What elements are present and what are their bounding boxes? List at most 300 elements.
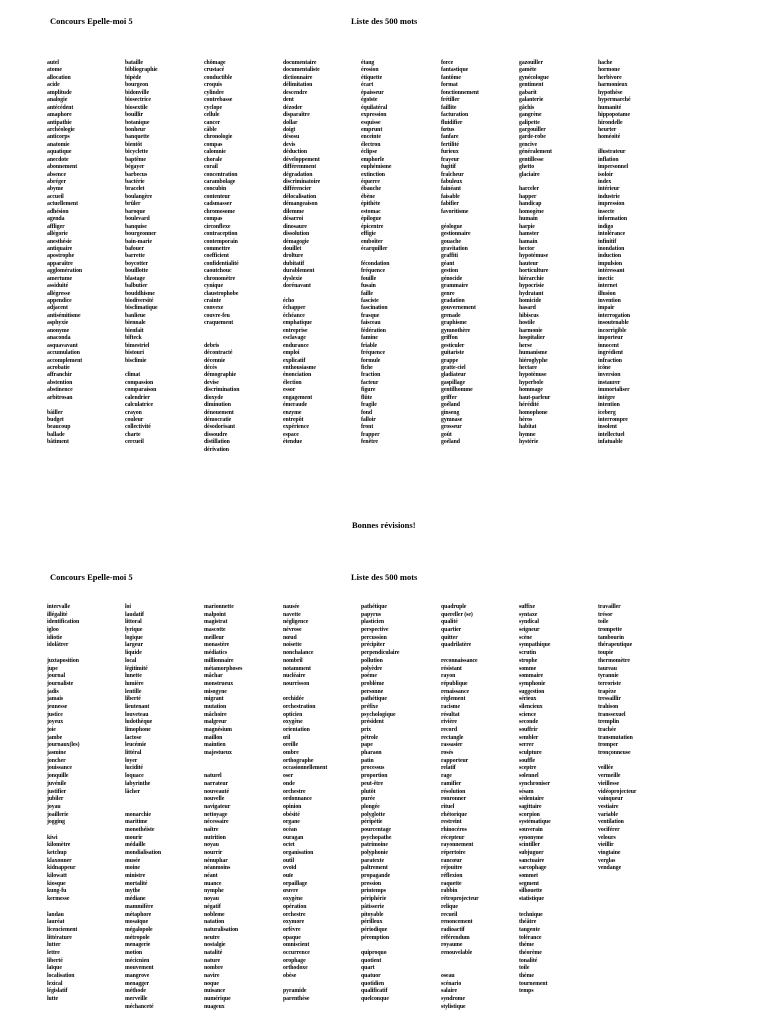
word-item: misogyne bbox=[204, 688, 227, 695]
word-item: liberté bbox=[125, 696, 141, 703]
word-item: désodorisant bbox=[204, 424, 235, 431]
word-item: thème bbox=[519, 942, 534, 949]
word-column bbox=[441, 604, 519, 1011]
word-item: biosectrice bbox=[125, 97, 151, 104]
word-item: géologue bbox=[441, 223, 463, 230]
word-item: noyau bbox=[204, 896, 219, 903]
word-item: boulangère bbox=[125, 193, 153, 200]
word-item: banquette bbox=[125, 134, 150, 141]
word-item: théorème bbox=[519, 949, 542, 956]
word-item: travailler bbox=[598, 604, 621, 610]
word-item: jamais bbox=[47, 696, 64, 703]
word-item: icône bbox=[598, 364, 611, 371]
word-item: hormone bbox=[598, 67, 620, 74]
word-item: référendum bbox=[441, 934, 470, 941]
word-item: pétrole bbox=[361, 734, 378, 741]
word-item: transsexuel bbox=[598, 711, 626, 718]
word-item: ventilation bbox=[598, 819, 624, 826]
word-item: moine bbox=[125, 865, 140, 872]
word-item: purée bbox=[361, 796, 375, 803]
word-item: inondation bbox=[598, 245, 625, 252]
word-item: budget bbox=[47, 417, 64, 423]
word-item: kilowatt bbox=[47, 873, 67, 880]
word-item: gentilhomme bbox=[441, 387, 473, 394]
word-item: biosextile bbox=[125, 104, 148, 111]
word-item: veillée bbox=[598, 765, 614, 772]
word-item: noque bbox=[204, 980, 219, 987]
word-item: mécicnien bbox=[125, 957, 150, 964]
word-item: lâcher bbox=[125, 788, 141, 795]
word-item: vociférer bbox=[598, 826, 620, 833]
word-item: fanfare bbox=[441, 134, 459, 141]
word-item: limophone bbox=[125, 727, 151, 733]
word-item: pitoyable bbox=[361, 911, 384, 918]
word-item: blastage bbox=[125, 275, 145, 282]
word-item: étendue bbox=[283, 439, 302, 446]
word-item: réjouitre bbox=[441, 865, 463, 872]
word-item: hypermarché bbox=[598, 97, 631, 104]
word-item: hache bbox=[598, 60, 613, 66]
word-item: cynique bbox=[204, 283, 223, 290]
word-item: trompette bbox=[598, 627, 622, 634]
word-item: fragile bbox=[361, 402, 377, 409]
word-item: gentiment bbox=[519, 82, 544, 89]
word-item: préfixe bbox=[361, 703, 379, 710]
word-item: liquide bbox=[125, 650, 142, 657]
word-column bbox=[125, 604, 203, 1011]
word-item: hauteur bbox=[519, 260, 539, 267]
word-item: marionnette bbox=[204, 604, 234, 610]
word-item: abréger bbox=[47, 179, 66, 185]
word-item: invention bbox=[598, 298, 621, 304]
word-item: thème bbox=[519, 973, 534, 979]
word-item: crayon bbox=[125, 409, 142, 416]
word-item: atome bbox=[47, 67, 62, 74]
word-item: famine bbox=[361, 335, 378, 342]
word-item: royaume bbox=[441, 942, 463, 949]
word-item: perpendiculaire bbox=[361, 650, 400, 657]
word-item: processus bbox=[361, 765, 385, 772]
word-item: nénuphar bbox=[204, 857, 228, 864]
word-item: tangente bbox=[519, 926, 540, 933]
word-item: anecdote bbox=[47, 156, 69, 163]
word-item: glaciaire bbox=[519, 171, 540, 178]
word-item: fraîcheur bbox=[441, 171, 464, 178]
spacer bbox=[598, 142, 676, 149]
word-item: confidentialité bbox=[204, 260, 239, 267]
spacer bbox=[361, 942, 439, 950]
word-item: raquette bbox=[441, 880, 462, 887]
word-item: dénouement bbox=[204, 409, 234, 416]
word-item: périodique bbox=[361, 926, 388, 933]
word-item: hyperbole bbox=[519, 379, 544, 386]
word-item: oxymore bbox=[283, 919, 305, 926]
word-item: neutre bbox=[204, 934, 220, 941]
word-item: occurrence bbox=[283, 949, 310, 956]
word-item: jonquille bbox=[47, 773, 69, 780]
word-item: joaillerie bbox=[47, 811, 69, 818]
word-item: charte bbox=[125, 431, 141, 438]
word-item: concubin bbox=[204, 186, 227, 193]
word-item: écho bbox=[283, 298, 295, 304]
word-column bbox=[519, 60, 597, 447]
word-item: garde-robe bbox=[519, 134, 546, 141]
word-item: hamster bbox=[519, 231, 539, 238]
word-item: rapporteur bbox=[441, 757, 469, 764]
word-item: personne bbox=[361, 688, 384, 695]
word-item: quotidien bbox=[361, 980, 385, 987]
word-item: doigt bbox=[283, 126, 296, 133]
word-item: quitter bbox=[441, 634, 458, 641]
word-item: restreint bbox=[441, 819, 462, 826]
word-item: obésité bbox=[283, 811, 300, 818]
word-item: apostrophe bbox=[47, 253, 75, 260]
word-item: migrant bbox=[204, 696, 224, 703]
word-item: crainte bbox=[204, 298, 222, 304]
word-item: navigateur bbox=[204, 803, 231, 810]
word-item: fréquence bbox=[361, 268, 386, 275]
word-item: qualificatif bbox=[361, 988, 388, 995]
word-item: magnésium bbox=[204, 727, 232, 733]
word-item: nourrir bbox=[204, 850, 223, 856]
word-item: ramifier bbox=[441, 780, 462, 787]
word-item: bistouri bbox=[125, 350, 144, 357]
word-item: infatuable bbox=[598, 439, 623, 446]
word-item: furieux bbox=[441, 149, 459, 156]
word-item: méchanceté bbox=[125, 1003, 154, 1010]
word-item: trésor bbox=[598, 611, 613, 618]
word-item: chorale bbox=[204, 156, 223, 163]
word-item: polyglotte bbox=[361, 811, 385, 818]
word-item: tonalité bbox=[519, 957, 538, 964]
word-item: fantôme bbox=[441, 74, 461, 81]
word-item: anonyme bbox=[47, 327, 70, 334]
word-item: fantastique bbox=[441, 67, 469, 74]
word-item: lutte bbox=[47, 996, 59, 1003]
word-item: jogging bbox=[47, 819, 66, 826]
word-item: oreille bbox=[283, 742, 298, 749]
word-item: navire bbox=[204, 973, 220, 979]
word-item: poème bbox=[361, 673, 377, 680]
word-item: ministre bbox=[125, 873, 146, 880]
word-item: syndrome bbox=[441, 996, 465, 1003]
word-item: sembler bbox=[519, 734, 539, 741]
word-item: hypocrisie bbox=[519, 283, 544, 290]
word-item: orophage bbox=[283, 957, 306, 964]
word-item: nouveauté bbox=[204, 788, 229, 795]
word-item: océan bbox=[283, 826, 297, 833]
word-item: papyrus bbox=[361, 611, 381, 618]
word-item: généralement bbox=[519, 149, 552, 156]
word-item: crustacé bbox=[204, 67, 225, 74]
word-item: actuellement bbox=[47, 201, 78, 208]
word-item: toupie bbox=[598, 650, 614, 657]
word-item: étiquette bbox=[361, 74, 383, 81]
word-item: kiwi bbox=[47, 834, 58, 841]
word-item: gynécologue bbox=[519, 74, 549, 81]
word-item: notamment bbox=[283, 665, 311, 672]
word-item: menagger bbox=[125, 980, 150, 987]
word-item: barrette bbox=[125, 253, 145, 260]
word-item: mangrove bbox=[125, 973, 150, 979]
word-item: symphonie bbox=[519, 680, 546, 687]
word-item: haut-parleur bbox=[519, 394, 551, 401]
word-item: juvénile bbox=[47, 780, 67, 787]
word-item: proportion bbox=[361, 773, 388, 780]
word-item: fœtus bbox=[441, 126, 455, 133]
word-item: devise bbox=[204, 379, 219, 386]
word-item: pathétique bbox=[361, 696, 387, 703]
word-item: analogie bbox=[47, 97, 68, 104]
word-item: insolent bbox=[598, 424, 617, 431]
word-item: ingrédient bbox=[598, 350, 623, 357]
spacer bbox=[441, 958, 519, 966]
word-item: rectangle bbox=[441, 734, 464, 741]
word-item: rhinocéros bbox=[441, 826, 467, 833]
word-item: graffiti bbox=[441, 253, 458, 260]
word-item: acrobatie bbox=[47, 364, 70, 371]
word-item: idolâtrer bbox=[47, 642, 69, 649]
word-item: géant bbox=[441, 260, 455, 267]
word-item: hibiscus bbox=[519, 312, 539, 319]
word-item: claustrophobe bbox=[204, 290, 239, 297]
word-item: oxygène bbox=[283, 896, 303, 903]
word-item: hector bbox=[519, 245, 535, 252]
word-item: scintiller bbox=[519, 842, 541, 849]
word-item: cellule bbox=[204, 112, 220, 119]
word-item: isoloir bbox=[598, 171, 614, 178]
word-item: opinion bbox=[283, 803, 302, 810]
word-item: science bbox=[519, 711, 537, 718]
word-item: harmonieux bbox=[598, 82, 628, 89]
word-item: synonyme bbox=[519, 834, 544, 841]
word-item: bibliographie bbox=[125, 67, 158, 74]
word-item: dorénavant bbox=[283, 283, 311, 290]
word-item: différencier bbox=[283, 186, 312, 193]
word-item: paltrement bbox=[361, 865, 388, 872]
word-item: trachée bbox=[598, 727, 616, 733]
word-item: thermomètre bbox=[598, 657, 630, 664]
word-item: homéoité bbox=[598, 134, 621, 141]
word-item: câble bbox=[204, 126, 217, 133]
word-item: bimestriel bbox=[125, 342, 150, 349]
word-item: démographie bbox=[204, 372, 236, 379]
word-item: gouache bbox=[441, 238, 461, 245]
list-page-2 bbox=[0, 556, 768, 1024]
word-item: concentration bbox=[204, 171, 238, 178]
word-item: hirondelle bbox=[598, 119, 623, 126]
word-item: législatif bbox=[47, 988, 68, 995]
word-item: seigneur bbox=[519, 627, 540, 634]
word-item: jeunesse bbox=[47, 703, 68, 710]
word-item: sagittaire bbox=[519, 803, 542, 810]
word-item: lettre bbox=[47, 949, 60, 956]
word-item: chronomètre bbox=[204, 275, 236, 282]
word-item: ébauche bbox=[361, 186, 381, 193]
word-item: brûler bbox=[125, 201, 141, 208]
word-item: vingtaine bbox=[598, 850, 621, 856]
word-item: appendice bbox=[47, 298, 72, 304]
word-item: gladiateur bbox=[441, 372, 466, 379]
word-item: ébène bbox=[361, 193, 375, 200]
word-item: segment bbox=[519, 880, 539, 887]
word-item: néanmoins bbox=[204, 865, 231, 872]
word-item: goéland bbox=[441, 402, 460, 409]
spacer bbox=[283, 689, 361, 697]
word-item: plasticien bbox=[361, 619, 385, 626]
word-item: trapèze bbox=[598, 688, 616, 695]
word-item: bourgeon bbox=[125, 82, 149, 89]
word-item: rituel bbox=[441, 803, 455, 810]
word-item: sommet bbox=[519, 873, 539, 880]
word-item: méthode bbox=[125, 988, 146, 995]
word-item: orchestre bbox=[283, 788, 306, 795]
word-item: précipiter bbox=[361, 642, 385, 649]
word-item: maritime bbox=[125, 819, 148, 826]
word-item: gymnothère bbox=[441, 327, 471, 334]
word-item: organisation bbox=[283, 850, 314, 856]
word-item: merveille bbox=[125, 996, 148, 1003]
word-item: drolture bbox=[283, 253, 303, 260]
word-item: abstention bbox=[47, 379, 73, 386]
word-item: rabbin bbox=[441, 888, 458, 895]
spacer bbox=[283, 291, 361, 298]
word-item: bonheur bbox=[125, 126, 146, 133]
word-item: oseau bbox=[441, 973, 455, 979]
word-item: monastère bbox=[204, 642, 230, 649]
word-item: démocratie bbox=[204, 417, 232, 423]
contest-title: Concours Epelle-moi 5 bbox=[50, 16, 133, 26]
word-item: debris bbox=[204, 342, 220, 349]
word-item: tronçonneuse bbox=[598, 750, 631, 757]
word-item: échéance bbox=[283, 312, 305, 319]
word-item: herbivore bbox=[598, 74, 622, 81]
word-item: mouvement bbox=[125, 965, 154, 972]
word-item: incorrigible bbox=[598, 327, 627, 334]
word-item: musée bbox=[125, 857, 141, 864]
word-item: dyslexie bbox=[283, 275, 303, 282]
word-item: fainéant bbox=[441, 186, 461, 193]
word-item: décennie bbox=[204, 357, 226, 364]
word-item: lutter bbox=[47, 942, 61, 949]
word-item: loyer bbox=[125, 757, 138, 764]
word-item: ghetto bbox=[519, 164, 535, 171]
word-item: documentaire bbox=[283, 60, 317, 66]
word-item: asphyxie bbox=[47, 320, 69, 327]
word-item: mythe bbox=[125, 888, 141, 895]
word-item: entreprise bbox=[283, 327, 308, 334]
word-item: information bbox=[598, 216, 628, 223]
word-item: genre bbox=[441, 290, 455, 297]
word-item: quotient bbox=[361, 957, 382, 964]
word-item: numérique bbox=[204, 996, 231, 1003]
word-item: quiproquo bbox=[361, 949, 387, 956]
word-item: subjuguer bbox=[519, 850, 544, 856]
word-item: immortaliser bbox=[598, 387, 630, 394]
word-item: gravitation bbox=[441, 245, 468, 252]
word-item: strophe bbox=[519, 657, 538, 664]
word-item: relatif bbox=[441, 765, 456, 772]
word-item: nouvelle bbox=[204, 796, 225, 803]
word-item: formule bbox=[361, 357, 381, 364]
list-title: Liste des 500 mots bbox=[351, 572, 418, 582]
word-item: nettoyage bbox=[204, 811, 228, 818]
word-item: disparaître bbox=[283, 112, 310, 119]
word-item: endurance bbox=[283, 342, 309, 349]
word-item: lieutenant bbox=[125, 703, 150, 710]
word-item: vendange bbox=[598, 865, 622, 872]
word-item: esclavage bbox=[283, 335, 306, 342]
word-item: expression bbox=[361, 112, 387, 119]
word-item: fraction bbox=[361, 372, 381, 379]
word-item: mutation bbox=[204, 703, 227, 710]
word-item: logique bbox=[125, 634, 143, 641]
word-item: hectare bbox=[519, 364, 537, 371]
word-item: antipathie bbox=[47, 119, 72, 126]
word-item: résultat bbox=[441, 711, 460, 718]
word-item: compas bbox=[204, 216, 223, 223]
word-item: interrogation bbox=[598, 312, 631, 319]
word-item: plongée bbox=[361, 803, 380, 810]
word-item: œuvre bbox=[283, 888, 299, 895]
word-item: expérience bbox=[283, 424, 309, 431]
word-item: bataille bbox=[125, 60, 143, 66]
word-item: péremption bbox=[361, 934, 390, 941]
word-item: majestueux bbox=[204, 750, 232, 757]
word-item: réflexion bbox=[441, 873, 463, 880]
word-item: polyphonie bbox=[361, 850, 388, 856]
word-item: humanité bbox=[598, 104, 622, 111]
word-item: polyèdre bbox=[361, 665, 383, 672]
word-item: œil bbox=[283, 734, 291, 741]
word-item: amplitude bbox=[47, 89, 72, 96]
word-item: millionnaire bbox=[204, 657, 234, 664]
word-item: noisette bbox=[283, 642, 302, 649]
word-item: gabarit bbox=[519, 89, 537, 96]
word-item: monstrueux bbox=[204, 680, 234, 687]
word-item: négatif bbox=[204, 903, 221, 910]
word-item: asquavavant bbox=[47, 342, 78, 349]
word-column bbox=[47, 60, 125, 447]
word-item: contenteur bbox=[204, 193, 231, 200]
closing-message: Bonnes révisions! bbox=[352, 520, 416, 530]
word-item: commettre bbox=[204, 245, 231, 252]
word-item: facturation bbox=[441, 112, 469, 119]
word-item: hamain bbox=[519, 238, 538, 245]
word-item: gouvernement bbox=[441, 305, 476, 312]
word-item: antisémitisme bbox=[47, 312, 81, 319]
word-item: fusain bbox=[361, 283, 376, 290]
word-item: documentaliste bbox=[283, 67, 320, 74]
word-item: salaire bbox=[441, 988, 457, 995]
word-item: heurter bbox=[598, 126, 617, 133]
word-item: tournement bbox=[519, 980, 548, 987]
word-item: dissolution bbox=[283, 231, 310, 238]
word-item: identification bbox=[47, 619, 80, 626]
word-item: décès bbox=[204, 364, 217, 371]
word-item: emboîter bbox=[361, 238, 383, 245]
word-item: littéral bbox=[125, 750, 142, 757]
word-item: frapper bbox=[361, 431, 380, 438]
word-item: fertilité bbox=[441, 141, 459, 148]
word-item: euphémisme bbox=[361, 164, 392, 171]
word-item: névrose bbox=[283, 627, 302, 634]
word-item: impersonnel bbox=[598, 164, 629, 171]
word-item: nuisance bbox=[204, 988, 226, 995]
word-item: temps bbox=[519, 988, 534, 995]
word-item: internet bbox=[598, 283, 618, 290]
word-item: menagerie bbox=[125, 942, 151, 949]
